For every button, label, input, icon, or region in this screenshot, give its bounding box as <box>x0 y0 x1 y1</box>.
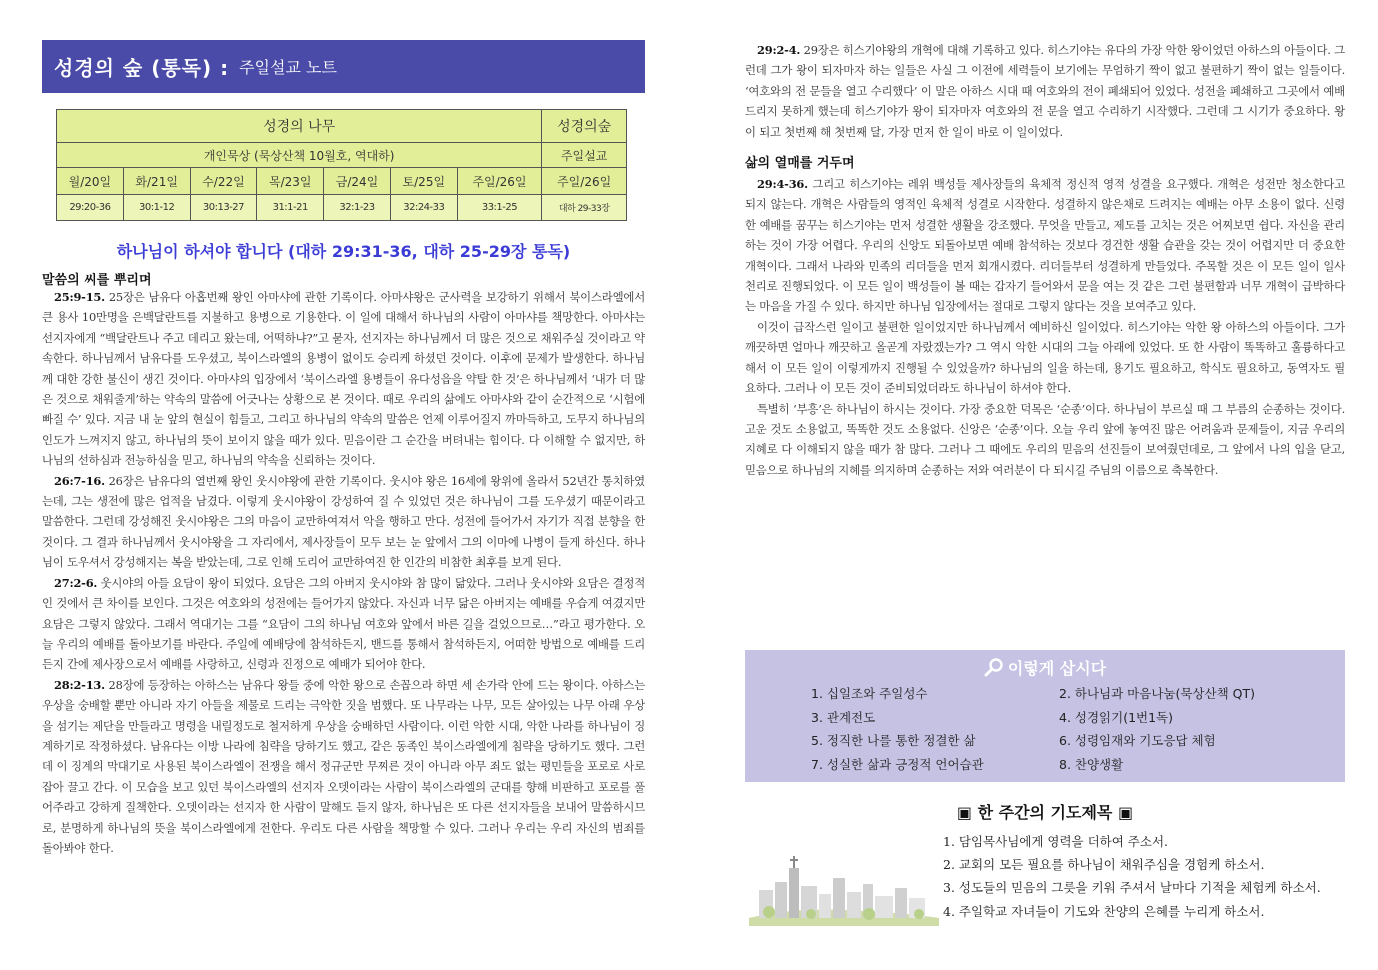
paragraph-text: 25장은 남유다 아홉번째 왕인 아마샤에 관한 기록이다. 아마샤왕은 군사력을 보강하기 위해서 북이스라엘에서 큰 용사 10만명을 은백달란트를 지불하고 용병으로 기용한다. 이 일에 대해서 하나님의 사람이 아마샤를 책망한다. 아마샤는 선지자에게 “백달란트나 주고 데리고 왔는데, 어떡하냐?”고 묻자, 선지자는 하나님께서 더 많은 것으로 채워주실 것이라고 약속한다. 하나님께서 남유다를 도우셨고, 북이스라엘의 용병이 없이도 승리케 하셨던 것이다. 이후에 문제가 발생한다. 하나님께 대한 강한 불신이 생긴 것이다. 아마샤의 입장에서 ‘북이스라엘 용병들이 유다성읍을 약탈 한 것’은 하나님께서 ‘내가 더 많은 것으로 채워줄게’하는 약속의 말씀에 어긋나는 상황으로 본 것이다. 때로 우리의 삶에도 아마샤와 같이 순간적으로 ‘시험에 빠질 수’ 있다. 지금 내 눈 앞의 현실이 힘들고, 그리고 하나님의 약속의 말씀은 언제 이루어질지 까마득하고, 도무지 하나님의 인도가 느껴지지 않고, 하나님의 뜻이 보이지 않을 때가 있다. 믿음이란 그 순간을 버텨내는 힘이다. 다 이해할 수 없지만, 하나님의 선하심과 전능하심을 믿고, 하나님의 약속을 신뢰하는 것이다. <box>42 290 645 468</box>
live-item: 5. 정직한 나를 통한 정결한 삶 <box>811 733 976 748</box>
live-item: 7. 성실한 삶과 긍정적 언어습관 <box>811 756 984 772</box>
prayer-item: 2. 교회의 모든 필요를 하나님이 채워주심을 경험케 하소서. <box>943 857 1265 873</box>
day-cell: 주일/26일 <box>542 168 627 195</box>
live-item: 6. 성령임재와 기도응답 체험 <box>1059 733 1216 748</box>
range-cell: 31:1-21 <box>257 195 324 221</box>
range-cell: 30:13-27 <box>190 195 257 221</box>
paragraph <box>42 287 645 471</box>
paragraph-text: 이것이 급작스런 일이고 불편한 일이었지만 하나님께서 예비하신 일이었다. 히스기야는 악한 왕 아하스의 아들이다. 그가 깨끗하면 얼마나 깨끗하고 올곧게 자랐겠는가? 그 역시 악한 시대의 그늘 아래에 있었다. 또 한 사람이 똑똑하고 훌륭하다고 해서 이 모든 일이 이렇게까지 진행될 수 있었을까? 하나님의 일을 하는데, 용기도 필요하고, 학식도 필요하고, 동역자도 필요하다. 그러나 이 모든 것이 준비되었더라도 하나님이 하셔야 한다. <box>745 319 1345 396</box>
prayer-item: 3. 성도들의 믿음의 그릇을 키워 주셔서 날마다 기적을 체험케 하소서. <box>943 880 1321 896</box>
paragraph-text: 29장은 히스기야왕의 개혁에 대해 기록하고 있다. 히스기야는 유다의 가장 악한 왕이었던 아하스의 아들이다. 그런데 그가 왕이 되자마자 하는 일들은 사실 그 이전에 세력들이 보기에는 무엄하기 짝이 없고 불편하기 짝이 없는 일들이다. ‘여호와의 전 문들을 열고 수리했다’ 이 말은 아하스 시대 때 여호와의 전이 폐쇄되어 있었다. 성전을 폐쇄하고 그곳에서 예배드리지 못하게 했는데 히스기야가 왕이 되자마자 여호와의 전 문을 열고 수리하기 시작했다. 그런데 그 시기가 중요하다. 왕이 되고 첫번째 해 첫번째 달, 가장 먼저 한 일이 바로 이 일이었다. <box>745 43 1345 139</box>
live-box <box>745 650 1345 782</box>
day-cell: 금/24일 <box>324 168 391 195</box>
day-cell: 화/21일 <box>123 168 190 195</box>
right-body-top <box>745 40 1345 142</box>
forest-label: 성경의숲 <box>542 110 627 143</box>
header-subtitle: 주일설교 노트 <box>239 58 337 77</box>
verse-ref: 26:7-16. <box>54 473 105 488</box>
verse-ref: 25:9-15. <box>54 290 105 304</box>
range-cell: 29:20-36 <box>57 195 124 221</box>
paragraph-text: 26장은 남유다의 열번째 왕인 웃시야왕에 관한 기록이다. 웃시야 왕은 16세에 왕위에 올라서 52년간 통치하였는데, 그는 생전에 많은 업적을 남겼다. 이렇게 웃시야왕이 강성하여 질 수 있었던 것은 하나님이 그를 도우셨기 때문이라고 말씀한다. 그런데 강성해진 웃시야왕은 그의 마음이 교만하여져서 악을 행하고 만다. 성전에 들어가서 자기가 직접 분향을 한 것이다. 그 결과 하나님께서 웃시야왕을 그 자리에서, 제사장들이 모두 보는 눈 앞에서 그의 이마에 나병이 들게 하신다. 하나님이 도우셔서 강성해지는 복을 받았는데, 그로 인해 도리어 교만하여진 한 인간의 비참한 최후를 보게 된다. <box>42 473 645 570</box>
paragraph <box>745 399 1345 481</box>
header-title: 성경의 숲 (통독) : <box>54 56 230 80</box>
tree-label: 성경의 나무 <box>57 110 542 143</box>
paragraph-text: 특별히 ‘부흥’은 하나님이 하시는 것이다. 가장 중요한 덕목은 ‘순종’이다. 하나님이 부르실 때 그 부름의 순종하는 것이다. 고운 것도 소용없고, 똑똑한 것도 소용없다. 신앙은 ‘순종’이다. 오늘 우리 앞에 놓여진 많은 어려움과 문제들이, 지금 우리의 지혜로 다 이해되지 않을 때가 참 많다. 그러나 그 때에도 우리의 믿음의 선진들이 보여줬던데로, 그 앞에서 나의 입을 닫고, 믿음으로 하나님의 지혜를 의지하며 순종하는 저와 여러분이 다 되시길 주님의 이름으로 축복한다. <box>745 401 1345 477</box>
left-body <box>42 287 645 858</box>
live-item: 4. 성경읽기(1번1독) <box>1059 709 1174 725</box>
paragraph <box>745 174 1345 317</box>
range-cell: 32:24-33 <box>390 195 457 221</box>
live-item: 8. 찬양생활 <box>1059 756 1124 772</box>
live-title <box>745 656 1345 680</box>
paragraph <box>42 471 645 573</box>
range-cell: 30:1-12 <box>123 195 190 221</box>
prayer-item: 1. 담임목사님에게 영력을 더하여 주소서. <box>943 834 1168 849</box>
prayer-item: 4. 주일학교 자녀들이 기도와 찬양의 은혜를 누리게 하소서. <box>943 903 1265 919</box>
paragraph <box>42 573 645 675</box>
section-heading-fruit: 삶의 열매를 거두며 <box>745 156 855 172</box>
live-title-text: 이렇게 삽시다 <box>1007 659 1107 678</box>
paragraph-text: 웃시야의 아들 요담이 왕이 되었다. 요담은 그의 아버지 웃시야와 참 많이 닮았다. 그러나 웃시야와 요담은 결정적인 것에서 큰 차이를 보인다. 그것은 여호와의 성전에는 들어가지 않았다. 자신과 너무 닮은 아버지는 예배를 우습게 여겼지만 요담은 그렇지 않았다. 그래서 역대기는 그를 “요담이 그의 하나님 여호와 앞에서 바른 길을 걸었으므로…”라고 평가한다. 오늘 우리의 예배를 돌아보기를 바란다. 주일에 예배당에 참석하든지, 밴드를 통해서 참석하든지, 어떠한 방법으로 예배를 드리든지 간에 제사장으로서 예배를 사랑하고, 신령과 진정으로 예배가 되어야 한다. <box>42 575 645 672</box>
day-cell: 수/22일 <box>190 168 257 195</box>
live-list <box>811 682 1345 776</box>
range-cell: 대하 29-33장 <box>542 195 627 221</box>
right-body <box>745 174 1345 480</box>
paragraph-text: 28장에 등장하는 아하스는 남유다 왕들 중에 악한 왕으로 손꼽으라 하면 세 손가락 안에 드는 왕이다. 아하스는 우상을 숭배할 뿐만 아니라 자기 아들을 제물로 드리는 극악한 짓을 범했다. 또 나무라는 나무, 모든 살아있는 나무 아래 우상을 섬기는 제단을 만들라고 명령을 내릴정도로 철저하게 우상을 숭배하던 사람이다. 이런 악한 시대, 악한 나라를 하나님이 징계하기로 작정하셨다. 남유다는 이방 나라에 침략을 당하기도 했고, 같은 동족인 북이스라엘에게 침략을 당하기도 했다. 그런데 이 징계의 막대기로 사용된 북이스라엘이 전쟁을 해서 정규군만 무찌른 것이 아니라 아무 죄도 없는 평민들을 포로로 사로잡아 끌고 간다. 이 모습을 보고 있던 북이스라엘의 선지자 오뎃이라는 사람이 북이스라엘의 군대를 향해 비판하고 포로를 풀어주라고 강하게 질책한다. 오뎃이라는 선지자 한 사람이 말해도 듣지 않자, 하나님은 또 다른 선지자들을 보내어 말씀하시므로, 분명하게 하나님의 뜻을 북이스라엘에게 전한다. 우리도 다른 사람을 책망할 수 있다. 그러나 우리는 우리 자신의 범죄를 돌아봐야 한다. <box>42 677 645 855</box>
paragraph <box>745 40 1345 142</box>
range-cell: 33:1-25 <box>457 195 542 221</box>
paragraph <box>745 317 1345 399</box>
sunday-label: 주일설교 <box>542 143 627 168</box>
schedule-table <box>56 109 627 221</box>
live-item: 3. 관계전도 <box>811 709 876 725</box>
day-cell: 목/23일 <box>257 168 324 195</box>
verse-ref: 27:2-6. <box>54 575 98 590</box>
personal-label: 개인묵상 (묵상산책 10월호, 역대하) <box>57 143 542 168</box>
header-bar <box>42 40 645 93</box>
magnifier-icon <box>984 657 1004 677</box>
sermon-title: 하나님이 하셔야 합니다 (대하 29:31-36, 대하 25-29장 통독) <box>116 242 571 261</box>
live-item: 2. 하나님과 마음나눔(묵상산책 QT) <box>1059 686 1255 701</box>
day-cell: 월/20일 <box>57 168 124 195</box>
prayer-title: ▣ 한 주간의 기도제목 ▣ <box>956 803 1134 822</box>
range-cell: 32:1-23 <box>324 195 391 221</box>
day-cell: 주일/26일 <box>457 168 542 195</box>
section-heading-seeds: 말씀의 씨를 뿌리며 <box>42 273 152 288</box>
church-city-illustration <box>749 848 939 926</box>
paragraph-text: 그리고 히스기야는 레위 백성들 제사장들의 육체적 정신적 영적 성결을 요구했다. 개혁은 성전만 청소한다고 되지 않는다. 개혁은 사람들의 영적인 육체적 성결로 시작한다. 성결하지 않은채로 드려지는 예배는 아무 소용이 없다. 신령한 예배를 꿈꾸는 히스기야는 먼저 성결한 생활을 강조했다. 무엇을 만들고, 제도를 고치는 것은 어찌보면 쉽다. 자신을 관리하는 것이 가장 어렵다. 우리의 신앙도 되돌아보면 예배 참석하는 것보다 경건한 생활 습관을 갖는 것이 어렵지만 더 중요한 개혁이다. 그래서 나라와 민족의 리더들을 먼저 회개시켰다. 리더들부터 성결하게 만들었다. 주목할 것은 이 모든 일이 일사천리로 진행되었다. 이 모든 일이 백성들이 볼 때는 갑자기 들어와서 문을 여는 것 같은 그런 불편함과 너무 개혁이 급박하다는 마음을 가질 수 있다. 하지만 하나님 입장에서는 절대로 그렇지 않다는 것을 보여주고 있다. <box>745 177 1345 314</box>
prayer-list <box>943 830 1321 923</box>
right-column <box>745 40 1345 919</box>
live-item: 1. 십일조와 주일성수 <box>811 686 928 701</box>
verse-ref: 28:2-13. <box>54 677 105 692</box>
paragraph <box>42 675 645 859</box>
verse-ref: 29:4-36. <box>757 177 808 192</box>
left-column <box>42 40 645 858</box>
verse-ref: 29:2-4. <box>757 43 801 57</box>
day-cell: 토/25일 <box>390 168 457 195</box>
